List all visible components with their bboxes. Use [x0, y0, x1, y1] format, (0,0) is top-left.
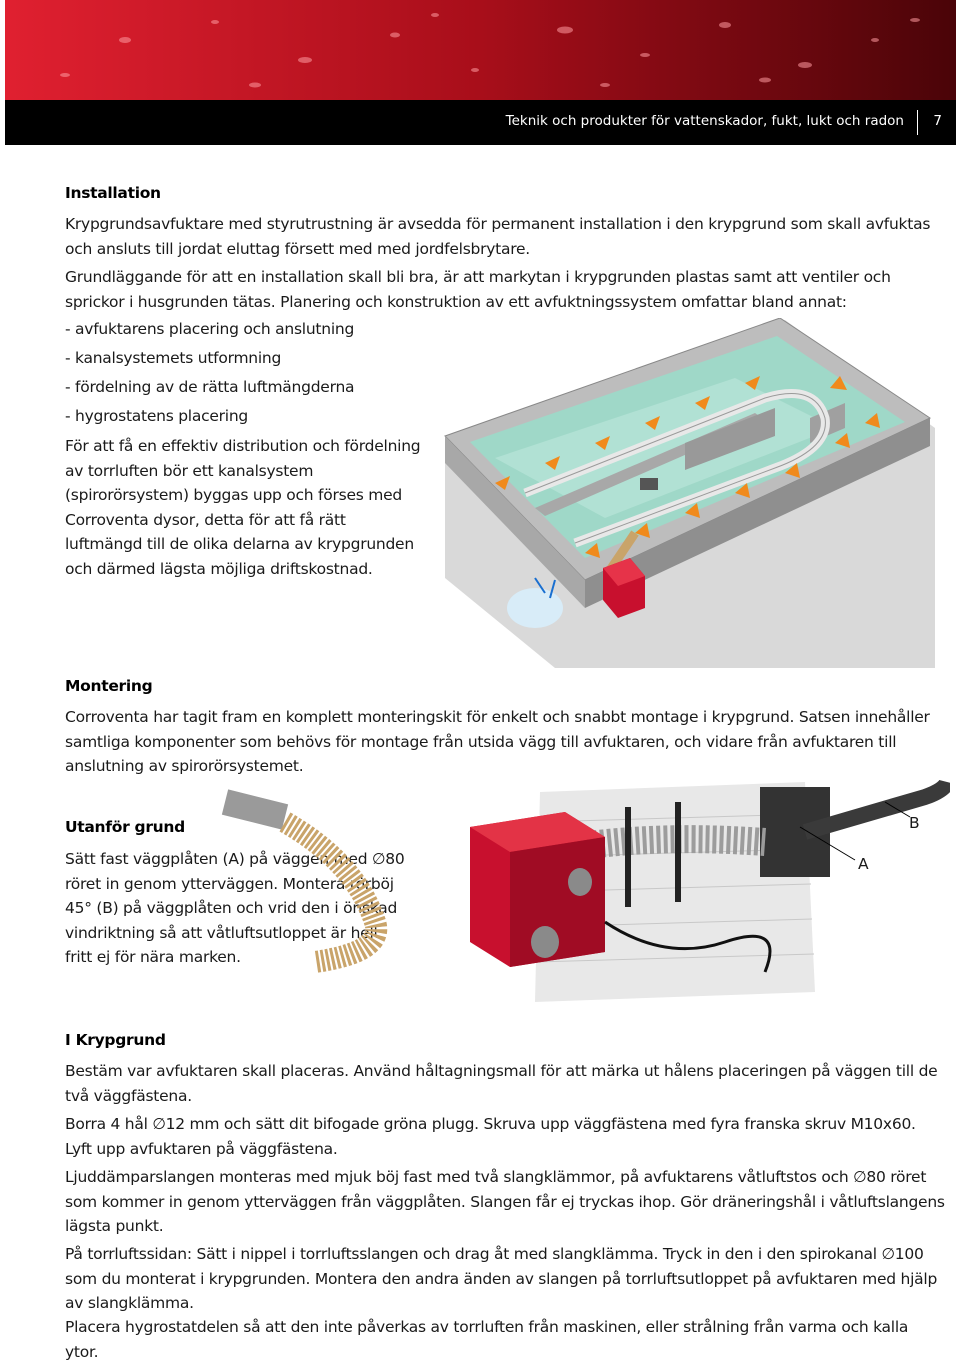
- installation-para2: Grundläggande för att en installation skall bli bra, är att markytan i krypgrunden plastas samt att ventiler och sprickor i husgrunden tätas. Planering och konstruktion av ett avfuktningssystem omfattar bland annat:: [65, 268, 891, 311]
- montering-heading: Montering: [65, 677, 153, 695]
- krypgrund-para1: Bestäm var avfuktaren skall placeras. Använd håltagningsmall för att märka ut hålens placeringen på väggen till de två väggfästena.: [65, 1062, 938, 1105]
- header-separator: [917, 110, 918, 135]
- installation-para3: För att få en effektiv distribution och fördelning av torrluften bör ett kanalsystem (spirorörsystem) byggas upp och förses med Corroventa dysor, detta för att få rätt luftmängd till de olika delarna av krypgrunden och därmed lägsta möjliga driftskostnad.: [65, 437, 421, 578]
- mounting-kit-illustration: [205, 772, 950, 1011]
- list-item: - hygrostatens placering: [65, 407, 249, 425]
- krypgrund-para4: På torrluftssidan: Sätt i nippel i torrluftsslangen och drag åt med slangklämma. Tryck in den i den spirokanal ∅100 som du monterat i krypgrunden. Montera den andra änden av slangen på torrluftsutloppet på avfuktaren med hjälp av slangklämma.: [65, 1245, 938, 1312]
- krypgrund-para5: Placera hygrostatdelen så att den inte påverkas av torrluften från maskinen, eller strålning från varma och kalla ytor.: [65, 1318, 909, 1361]
- installation-list: [65, 315, 354, 431]
- utanfor-heading: Utanför grund: [65, 818, 185, 836]
- header-title: Teknik och produkter för vattenskador, fukt, lukt och radon: [505, 113, 904, 129]
- installation-heading: Installation: [65, 184, 161, 202]
- list-item: - fördelning av de rätta luftmängderna: [65, 378, 355, 396]
- label-a: A: [858, 855, 869, 873]
- header-bar: [5, 100, 956, 145]
- montering-para: Corroventa har tagit fram en komplett monteringskit för enkelt och snabbt montage i krypgrund. Satsen innehåller samtliga komponenter som behövs för montage från utsida vägg till avfuktaren, och vidare från avfuktaren till anslutning av spirorörsystemet.: [65, 708, 930, 775]
- krypgrund-heading: I Krypgrund: [65, 1031, 166, 1049]
- utanfor-para: Sätt fast väggplåten (A) på väggen med ∅80 röret in genom ytterväggen. Montera rörböj 45° (B) på väggplåten och vrid den i önskad vindriktning så att våtluftsutloppet är helt fritt ej för nära marken.: [65, 850, 405, 966]
- crawlspace-illustration: [435, 318, 935, 677]
- krypgrund-para3: Ljuddämparslangen monteras med mjuk böj fast med två slangklämmor, på avfuktarens våtluftstos och ∅80 röret som kommer in genom ytterväggen från väggplåten. Slangen får ej tryckas ihop. Gör dräneringshål i våtluftslangens lägsta punkt.: [65, 1168, 945, 1235]
- installation-para1: Krypgrundsavfuktare med styrutrustning är avsedda för permanent installation i den krypgrund som skall avfuktas och ansluts till jordat eluttag försett med med jordfelsbrytare.: [65, 215, 931, 258]
- page-number: 7: [933, 113, 942, 129]
- list-item: - avfuktarens placering och anslutning: [65, 320, 355, 338]
- krypgrund-para2: Borra 4 hål ∅12 mm och sätt dit bifogade gröna plugg. Skruva upp väggfästena med fyra franska skruv M10x60. Lyft upp avfuktaren på väggfästena.: [65, 1115, 916, 1158]
- list-item: - kanalsystemets utformning: [65, 349, 282, 367]
- label-b: B: [909, 814, 920, 832]
- header-banner-image: [5, 0, 956, 100]
